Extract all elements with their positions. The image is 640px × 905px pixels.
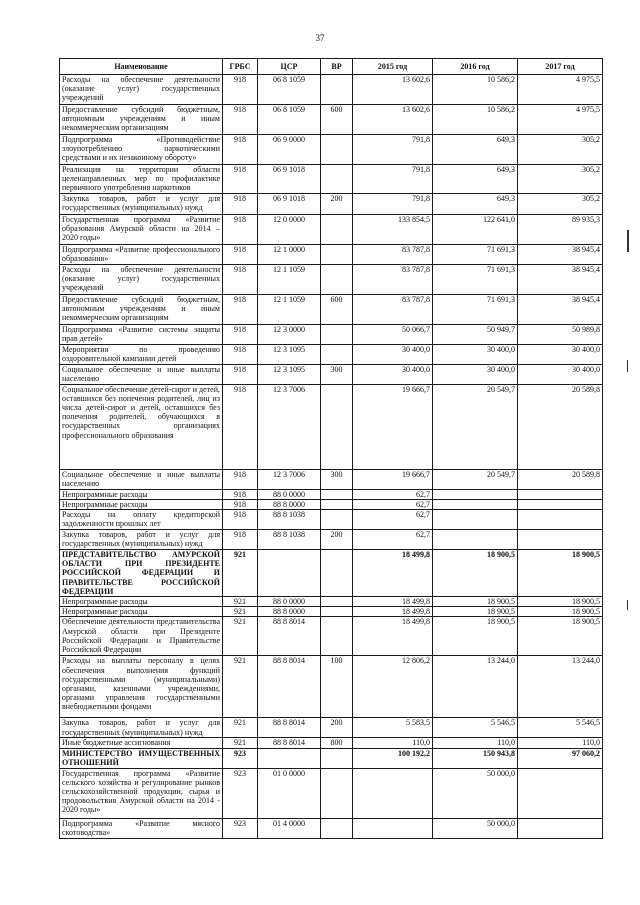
row-grbs: 921 xyxy=(223,738,258,748)
row-grbs: 918 xyxy=(223,499,258,509)
row-vr xyxy=(321,489,353,499)
table-row xyxy=(60,469,603,489)
table-row xyxy=(60,718,603,738)
table-row xyxy=(60,617,603,656)
row-grbs: 918 xyxy=(223,193,258,214)
table-row xyxy=(60,344,603,364)
row-2016: 30 400,0 xyxy=(433,364,518,384)
row-2016: 122 641,0 xyxy=(433,214,518,244)
row-name: Социальное обеспечение и иные выплаты населению xyxy=(60,469,223,489)
scan-mark xyxy=(627,360,628,372)
row-name: Закупка товаров, работ и услуг для государственных (муниципальных) нужд xyxy=(60,718,223,738)
row-csr: 01 4 0000 xyxy=(258,818,321,838)
row-grbs: 918 xyxy=(223,135,258,165)
row-name: Государственная программа «Развитие сельского хозяйства и регулирование рынков сельскохозяйственной продукции, сырья и продовольствия Амурской области на 2014 - 2020 годы» xyxy=(60,768,223,818)
row-csr: 01 0 0000 xyxy=(258,768,321,818)
row-2017: 18 900,5 xyxy=(518,550,603,597)
row-name: Социальное обеспечение и иные выплаты населению xyxy=(60,364,223,384)
row-csr: 12 0 0000 xyxy=(258,214,321,244)
row-2015: 18 499,8 xyxy=(353,550,433,597)
table-row xyxy=(60,818,603,838)
table-row xyxy=(60,768,603,818)
row-csr: 06 8 1059 xyxy=(258,105,321,135)
row-csr: 06 9 1018 xyxy=(258,165,321,194)
row-grbs: 918 xyxy=(223,324,258,344)
row-2015: 18 499,8 xyxy=(353,607,433,617)
row-name: Расходы на оплату кредиторской задолженности прошлых лет xyxy=(60,510,223,530)
row-csr xyxy=(258,748,321,768)
row-2015: 13 602,6 xyxy=(353,105,433,135)
table-row xyxy=(60,748,603,768)
row-grbs: 921 xyxy=(223,607,258,617)
row-csr: 12 3 0000 xyxy=(258,324,321,344)
row-2017: 38 945,4 xyxy=(518,244,603,264)
row-vr xyxy=(321,165,353,194)
row-vr: 300 xyxy=(321,469,353,489)
row-2016: 5 546,5 xyxy=(433,718,518,738)
table-row xyxy=(60,656,603,718)
row-2017: 13 244,0 xyxy=(518,656,603,718)
row-csr: 88 8 1038 xyxy=(258,530,321,550)
row-2017: 110,0 xyxy=(518,738,603,748)
row-2017: 4 975,5 xyxy=(518,105,603,135)
row-2017: 30 400,0 xyxy=(518,344,603,364)
row-grbs: 918 xyxy=(223,264,258,294)
row-2016 xyxy=(433,530,518,550)
row-vr xyxy=(321,597,353,607)
row-csr: 88 8 1038 xyxy=(258,510,321,530)
row-vr: 200 xyxy=(321,193,353,214)
row-vr xyxy=(321,344,353,364)
row-2016: 50 000,0 xyxy=(433,768,518,818)
row-2016: 20 549,7 xyxy=(433,384,518,469)
table-row xyxy=(60,105,603,135)
table-row xyxy=(60,530,603,550)
row-grbs: 918 xyxy=(223,75,258,105)
row-2017 xyxy=(518,818,603,838)
row-vr xyxy=(321,510,353,530)
row-2015: 30 400,0 xyxy=(353,364,433,384)
row-vr xyxy=(321,384,353,469)
row-vr xyxy=(321,264,353,294)
row-csr: 12 1 1059 xyxy=(258,294,321,324)
row-2017: 20 589,8 xyxy=(518,469,603,489)
table-row xyxy=(60,244,603,264)
row-csr: 12 1 1059 xyxy=(258,264,321,294)
row-2016: 18 900,5 xyxy=(433,607,518,617)
table-row xyxy=(60,550,603,597)
row-2016: 18 900,5 xyxy=(433,597,518,607)
row-csr: 12 3 7006 xyxy=(258,384,321,469)
row-vr xyxy=(321,818,353,838)
row-vr xyxy=(321,748,353,768)
row-vr: 600 xyxy=(321,294,353,324)
header-grbs: ГРБС xyxy=(223,59,258,75)
row-name: Предоставление субсидий бюджетным, автономным учреждениям и иным некоммерческим организациям xyxy=(60,105,223,135)
table-row xyxy=(60,499,603,509)
table-row xyxy=(60,294,603,324)
row-2016: 18 900,5 xyxy=(433,550,518,597)
row-2015 xyxy=(353,818,433,838)
row-name: Закупка товаров, работ и услуг для государственных (муниципальных) нужд xyxy=(60,530,223,550)
row-grbs: 918 xyxy=(223,344,258,364)
row-2016: 18 900,5 xyxy=(433,617,518,656)
row-2017: 20 589,8 xyxy=(518,384,603,469)
row-vr xyxy=(321,214,353,244)
row-2017 xyxy=(518,489,603,499)
row-grbs: 923 xyxy=(223,748,258,768)
row-vr xyxy=(321,244,353,264)
row-name: Подпрограмма «Противодействие злоупотреблению наркотическими средствами и их незаконному обороту» xyxy=(60,135,223,165)
row-grbs: 918 xyxy=(223,384,258,469)
row-grbs: 921 xyxy=(223,718,258,738)
row-name: Реализация на территории области целенаправленных мер по профилактике первичного употребления наркотиков xyxy=(60,165,223,194)
row-2015: 50 066,7 xyxy=(353,324,433,344)
row-2017 xyxy=(518,530,603,550)
page-number: 37 xyxy=(315,33,325,43)
row-2016: 10 586,2 xyxy=(433,75,518,105)
row-csr: 06 8 1059 xyxy=(258,75,321,105)
row-name: Государственная программа «Развитие образования Амурской области на 2014 – 2020 годы» xyxy=(60,214,223,244)
row-csr: 88 8 0000 xyxy=(258,607,321,617)
row-2017: 38 945,4 xyxy=(518,264,603,294)
row-2016: 649,3 xyxy=(433,165,518,194)
row-2015: 19 666,7 xyxy=(353,384,433,469)
row-2015: 83 787,8 xyxy=(353,244,433,264)
row-name: Закупка товаров, работ и услуг для государственных (муниципальных) нужд xyxy=(60,193,223,214)
row-vr: 600 xyxy=(321,105,353,135)
row-2017: 18 900,5 xyxy=(518,597,603,607)
row-csr: 12 3 1095 xyxy=(258,344,321,364)
row-vr xyxy=(321,75,353,105)
row-2016: 649,3 xyxy=(433,135,518,165)
row-2017: 18 900,5 xyxy=(518,617,603,656)
row-2015: 62,7 xyxy=(353,530,433,550)
row-csr xyxy=(258,550,321,597)
row-name: Непрограммные расходы xyxy=(60,489,223,499)
row-2017: 50 989,8 xyxy=(518,324,603,344)
row-2017 xyxy=(518,510,603,530)
row-2016: 150 943,8 xyxy=(433,748,518,768)
row-2017: 38 945,4 xyxy=(518,294,603,324)
row-csr: 06 9 1018 xyxy=(258,193,321,214)
table-row xyxy=(60,489,603,499)
row-2016: 30 400,0 xyxy=(433,344,518,364)
row-2016 xyxy=(433,489,518,499)
row-grbs: 918 xyxy=(223,105,258,135)
row-name: Подпрограмма «Развитие мясного скотоводства» xyxy=(60,818,223,838)
row-2016: 10 586,2 xyxy=(433,105,518,135)
row-2017: 18 900,5 xyxy=(518,607,603,617)
row-2015: 5 583,5 xyxy=(353,718,433,738)
row-2015: 13 602,6 xyxy=(353,75,433,105)
row-2016: 71 691,3 xyxy=(433,244,518,264)
row-vr xyxy=(321,768,353,818)
row-2015: 62,7 xyxy=(353,499,433,509)
row-2015: 83 787,8 xyxy=(353,264,433,294)
row-csr: 12 3 7006 xyxy=(258,469,321,489)
table-row xyxy=(60,384,603,469)
row-vr: 200 xyxy=(321,718,353,738)
row-name: Мероприятия по проведению оздоровительной кампании детей xyxy=(60,344,223,364)
row-2016: 110,0 xyxy=(433,738,518,748)
row-2015: 100 192,2 xyxy=(353,748,433,768)
table-row xyxy=(60,364,603,384)
row-2016: 50 000,0 xyxy=(433,818,518,838)
row-name: Подпрограмма «Развитие профессионального образования» xyxy=(60,244,223,264)
row-vr xyxy=(321,499,353,509)
row-2017: 5 546,5 xyxy=(518,718,603,738)
row-grbs: 918 xyxy=(223,364,258,384)
row-grbs: 918 xyxy=(223,469,258,489)
table-body xyxy=(60,75,603,839)
row-name: Обеспечение деятельности представительства Амурской области при Президенте Российской Федерации и Правительстве Российской Федерации xyxy=(60,617,223,656)
scan-mark xyxy=(627,230,629,252)
row-vr: 800 xyxy=(321,738,353,748)
row-2016: 20 549,7 xyxy=(433,469,518,489)
row-csr: 12 1 0000 xyxy=(258,244,321,264)
row-vr xyxy=(321,135,353,165)
header-vr: ВР xyxy=(321,59,353,75)
row-csr: 12 3 1095 xyxy=(258,364,321,384)
row-csr: 88 8 8014 xyxy=(258,738,321,748)
row-grbs: 918 xyxy=(223,489,258,499)
row-vr xyxy=(321,617,353,656)
table-row xyxy=(60,324,603,344)
row-2017: 305,2 xyxy=(518,193,603,214)
row-vr xyxy=(321,324,353,344)
row-2017 xyxy=(518,499,603,509)
table-row xyxy=(60,597,603,607)
row-vr: 200 xyxy=(321,530,353,550)
row-2016: 649,3 xyxy=(433,193,518,214)
table-row xyxy=(60,738,603,748)
row-name: Непрограммные расходы xyxy=(60,499,223,509)
row-grbs: 921 xyxy=(223,550,258,597)
row-name: Социальное обеспечение детей-сирот и детей, оставшихся без попечения родителей, лиц из числа детей-сирот и детей, оставшихся без попечения родителей, обучающихся в государственных организациях профессионального образования xyxy=(60,384,223,469)
row-2017: 97 060,2 xyxy=(518,748,603,768)
row-2015: 62,7 xyxy=(353,510,433,530)
header-csr: ЦСР xyxy=(258,59,321,75)
row-csr: 88 8 8014 xyxy=(258,617,321,656)
row-name: Расходы на выплаты персоналу в целях обеспечения выполнения функций государственными (муниципальными) органами, казенными учреждениями, органами управления государственными внебюджетными фондами xyxy=(60,656,223,718)
row-csr: 06 9 0000 xyxy=(258,135,321,165)
table-row xyxy=(60,135,603,165)
row-grbs: 923 xyxy=(223,768,258,818)
row-2017: 30 400,0 xyxy=(518,364,603,384)
row-2017: 4 975,5 xyxy=(518,75,603,105)
row-csr: 88 8 8014 xyxy=(258,656,321,718)
row-2016 xyxy=(433,510,518,530)
row-2015: 30 400,0 xyxy=(353,344,433,364)
header-2015: 2015 год xyxy=(353,59,433,75)
row-2017 xyxy=(518,768,603,818)
row-name: Предоставление субсидий бюджетным, автономным учреждениям и иным некоммерческим организациям xyxy=(60,294,223,324)
row-2015: 791,8 xyxy=(353,135,433,165)
header-2017: 2017 год xyxy=(518,59,603,75)
table-row xyxy=(60,607,603,617)
table-header-row xyxy=(60,59,603,75)
row-name: Расходы на обеспечение деятельности (оказание услуг) государственных учреждений xyxy=(60,264,223,294)
row-vr xyxy=(321,550,353,597)
table-row xyxy=(60,214,603,244)
row-2017: 305,2 xyxy=(518,165,603,194)
row-grbs: 918 xyxy=(223,294,258,324)
row-name: Иные бюджетные ассигнования xyxy=(60,738,223,748)
row-2015: 18 499,8 xyxy=(353,597,433,607)
row-grbs: 923 xyxy=(223,818,258,838)
row-2015 xyxy=(353,768,433,818)
table-row xyxy=(60,165,603,194)
table-row xyxy=(60,193,603,214)
row-csr: 88 8 0000 xyxy=(258,499,321,509)
row-name: Расходы на обеспечение деятельности (оказание услуг) государственных учреждений xyxy=(60,75,223,105)
row-grbs: 918 xyxy=(223,165,258,194)
row-2015: 791,8 xyxy=(353,193,433,214)
row-grbs: 921 xyxy=(223,617,258,656)
row-2015: 791,8 xyxy=(353,165,433,194)
row-2017: 305,2 xyxy=(518,135,603,165)
row-2015: 18 499,8 xyxy=(353,617,433,656)
row-2015: 133 854,5 xyxy=(353,214,433,244)
table-row xyxy=(60,75,603,105)
row-name: Непрограммные расходы xyxy=(60,597,223,607)
row-2015: 110,0 xyxy=(353,738,433,748)
row-grbs: 918 xyxy=(223,214,258,244)
row-2016: 71 691,3 xyxy=(433,294,518,324)
row-2017: 89 935,3 xyxy=(518,214,603,244)
row-name: ПРЕДСТАВИТЕЛЬСТВО АМУРСКОЙ ОБЛАСТИ ПРИ ПРЕЗИДЕНТЕ РОССИЙСКОЙ ФЕДЕРАЦИИ И ПРАВИТЕЛЬСТВЕ РОССИЙСКОЙ ФЕДЕРАЦИИ xyxy=(60,550,223,597)
row-2016 xyxy=(433,499,518,509)
row-2015: 83 787,8 xyxy=(353,294,433,324)
row-csr: 88 8 8014 xyxy=(258,718,321,738)
row-2016: 71 691,3 xyxy=(433,264,518,294)
row-csr: 88 0 0000 xyxy=(258,489,321,499)
row-vr xyxy=(321,607,353,617)
header-name: Наименование xyxy=(60,59,223,75)
row-vr: 300 xyxy=(321,364,353,384)
row-csr: 88 0 0000 xyxy=(258,597,321,607)
scan-mark xyxy=(627,600,628,610)
row-grbs: 918 xyxy=(223,244,258,264)
row-2015: 12 806,2 xyxy=(353,656,433,718)
row-vr: 100 xyxy=(321,656,353,718)
row-grbs: 918 xyxy=(223,530,258,550)
row-2016: 13 244,0 xyxy=(433,656,518,718)
row-2016: 50 949,7 xyxy=(433,324,518,344)
row-name: МИНИСТЕРСТВО ИМУЩЕСТВЕННЫХ ОТНОШЕНИЙ xyxy=(60,748,223,768)
row-grbs: 918 xyxy=(223,510,258,530)
table-row xyxy=(60,264,603,294)
row-2015: 62,7 xyxy=(353,489,433,499)
budget-table xyxy=(59,58,603,839)
row-2015: 19 666,7 xyxy=(353,469,433,489)
row-grbs: 921 xyxy=(223,656,258,718)
row-grbs: 921 xyxy=(223,597,258,607)
table-row xyxy=(60,510,603,530)
row-name: Подпрограмма «Развитие системы защиты прав детей» xyxy=(60,324,223,344)
row-name: Непрограммные расходы xyxy=(60,607,223,617)
header-2016: 2016 год xyxy=(433,59,518,75)
